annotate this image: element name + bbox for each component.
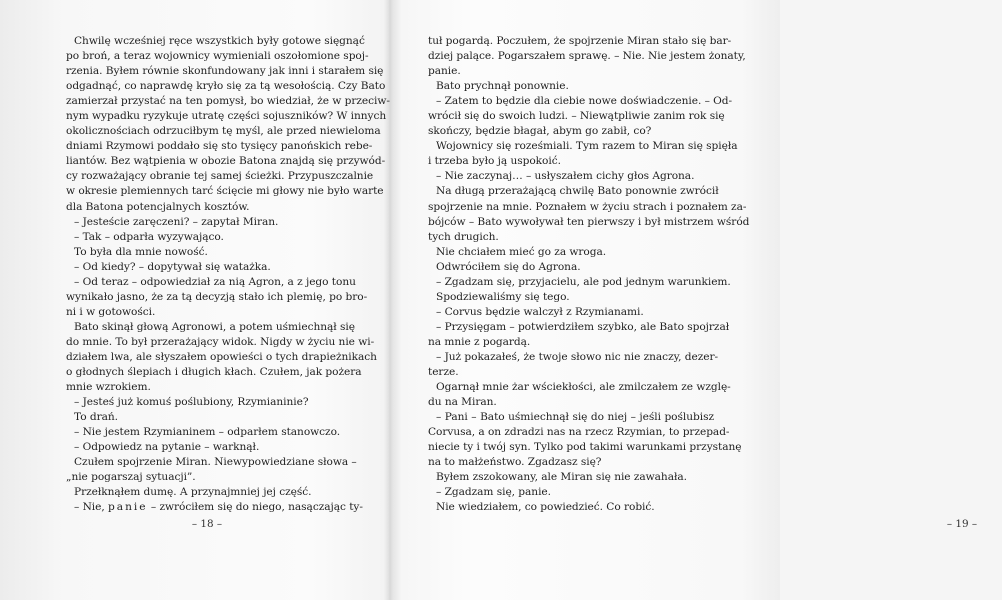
text-line: w okresie plemiennych tarć ścięcie mi głowy nie było warte [66,185,384,198]
text-line: To drań. [74,411,118,424]
text-line: – Przysięgam – potwierdziłem szybko, ale Bato spojrzał [436,320,730,333]
text-segment: – Nie, [74,501,108,514]
text-line: Odwróciłem się do Agrona. [436,260,581,273]
text-line: Corvusa, a on zdradzi nas na rzecz Rzymian, to przepad- [428,426,730,439]
text-line: Czułem spojrzenie Miran. Niewypowiedziane słowa – [74,456,357,469]
text-line: Ogarnął mnie żar wściekłości, ale zmilczałem ze wzglę- [436,381,731,394]
text-line: Spodziewaliśmy się tego. [436,290,570,303]
text-line: Bato skinął głową Agronowi, a potem uśmiechnął się [74,320,355,333]
spaced-word: panie [107,501,148,514]
text-line: – Jesteś już komuś poślubiony, Rzymianinie? [74,396,309,409]
text-line: dla Batona potencjalnych kosztów. [66,200,250,213]
text-line: nym wypadku ryzykuje utratę części sojuszników? W innych [66,110,387,123]
text-line [66,500,363,515]
text-line: o głodnych ślepiach i długich kłach. Czułem, jak pożera [66,366,362,379]
text-line: wrócił się do swoich ludzi. – Niewątpliwie zanim rok się [428,110,725,123]
text-line: – Nie jestem Rzymianinem – odparłem stanowczo. [74,426,341,439]
text-line: cy rozważający obranie tej samej ścieżki. Przypuszczalnie [66,170,374,183]
text-line: niecie ty i twój syn. Tylko pod takimi warunkami przystanę [428,441,742,454]
text-line: i trzeba było ją uspokoić. [428,155,561,168]
text-line: działem lwa, ale słyszałem opowieści o tych drapieżnikach [66,350,377,363]
text-line: – Zatem to będzie dla ciebie nowe doświadczenie. – Od- [436,95,733,108]
text-line: dziej palące. Pogarszałem sprawę. – Nie. Nie jestem żonaty, [428,50,746,63]
text-line: wynikało jasno, że za tą decyzją stało ich plemię, po bro- [66,290,368,303]
text-line: – Od teraz – odpowiedział za nią Agron, a z jego tonu [74,275,356,288]
text-line: ni i w gotowości. [66,305,156,318]
left-page-number: – 18 – [191,518,223,530]
text-line: – Nie zaczynaj… – usłyszałem cichy głos Agrona. [436,170,695,183]
text-line: – Pani – Bato uśmiechnął się do niej – jeśli poślubisz [436,411,714,424]
text-line: panie. [428,65,461,78]
text-line: – Od kiedy? – dopytywał się watażka. [74,260,271,273]
text-line: rzenia. Byłem równie skonfundowany jak inni i starałem się [66,65,384,78]
text-line: – Corvus będzie walczył z Rzymianami. [436,305,644,318]
text-line: spojrzenie na mnie. Poznałem w życiu strach i poznałem za- [428,200,747,213]
text-line: Nie wiedziałem, co powiedzieć. Co robić. [436,501,655,514]
text-line: – Już pokazałeś, że twoje słowo nic nie znaczy, dezer- [436,350,719,363]
left-page [0,0,388,600]
text-line: – Tak – odparła wyzywająco. [74,230,224,243]
text-line: odgadnąć, co naprawdę kryło się za tą wesołością. Czy Bato [66,80,386,93]
text-line: tych drugich. [428,230,499,243]
left-page-text [66,34,390,516]
text-line: du na Miran. [428,396,497,409]
text-line: – Zgadzam się, przyjacielu, ale pod jednym warunkiem. [436,275,731,288]
text-line: – Odpowiedz na pytanie – warknął. [74,441,260,454]
text-line: Wojownicy się roześmiali. Tym razem to Miran się spięła [436,140,738,153]
text-line: To była dla mnie nowość. [74,245,208,258]
text-line: okolicznościach odrzuciłbym tę myśl, ale przed niewieloma [66,125,381,138]
text-line: Przełknąłem dumę. A przynajmniej jej część. [74,486,312,499]
text-line: mnie wzrokiem. [66,381,151,394]
text-line: bójców – Bato wywoływał ten pierwszy i był mistrzem wśród [428,215,750,228]
text-line: Byłem zszokowany, ale Miran się nie zawahała. [436,471,687,484]
text-line: – Zgadzam się, panie. [436,486,551,499]
text-line: Nie chciałem mieć go za wroga. [436,245,607,258]
text-line: dniami Rzymowi poddało się sto tysięcy panońskich rebe- [66,140,373,153]
text-line: – Jesteście zaręczeni? – zapytał Miran. [74,215,279,228]
right-page-text [428,34,750,516]
text-line: na mnie z pogardą. [428,335,531,348]
text-line: do mnie. To był przerażający widok. Nigdy w życiu nie wi- [66,335,375,348]
text-line: na to małżeństwo. Zgadzasz się? [428,456,602,469]
text-line: skończy, będzie błagał, abym go zabił, co? [428,125,652,138]
right-page-number: – 19 – [946,518,978,530]
text-line: Na długą przerażającą chwilę Bato ponownie zwrócił [436,185,719,198]
text-line: liantów. Bez wątpienia w obozie Batona znajdą się przywód- [66,155,386,168]
text-line: Bato prychnął ponownie. [436,80,569,93]
text-line: Chwilę wcześniej ręce wszystkich były gotowe sięgnąć [74,35,365,47]
text-line: „nie pogarszaj sytuacji”. [66,471,196,484]
text-line: po broń, a teraz wojownicy wymieniali oszołomione spoj- [66,50,369,63]
text-segment: – zwróciłem się do niego, nasączając ty- [147,501,363,514]
text-line: zamierzał przystać na ten pomysł, bo wiedział, że w przeciw- [66,95,390,108]
text-line: tuł pogardą. Poczułem, że spojrzenie Miran stało się bar- [428,35,732,47]
text-line: terze. [428,366,459,379]
